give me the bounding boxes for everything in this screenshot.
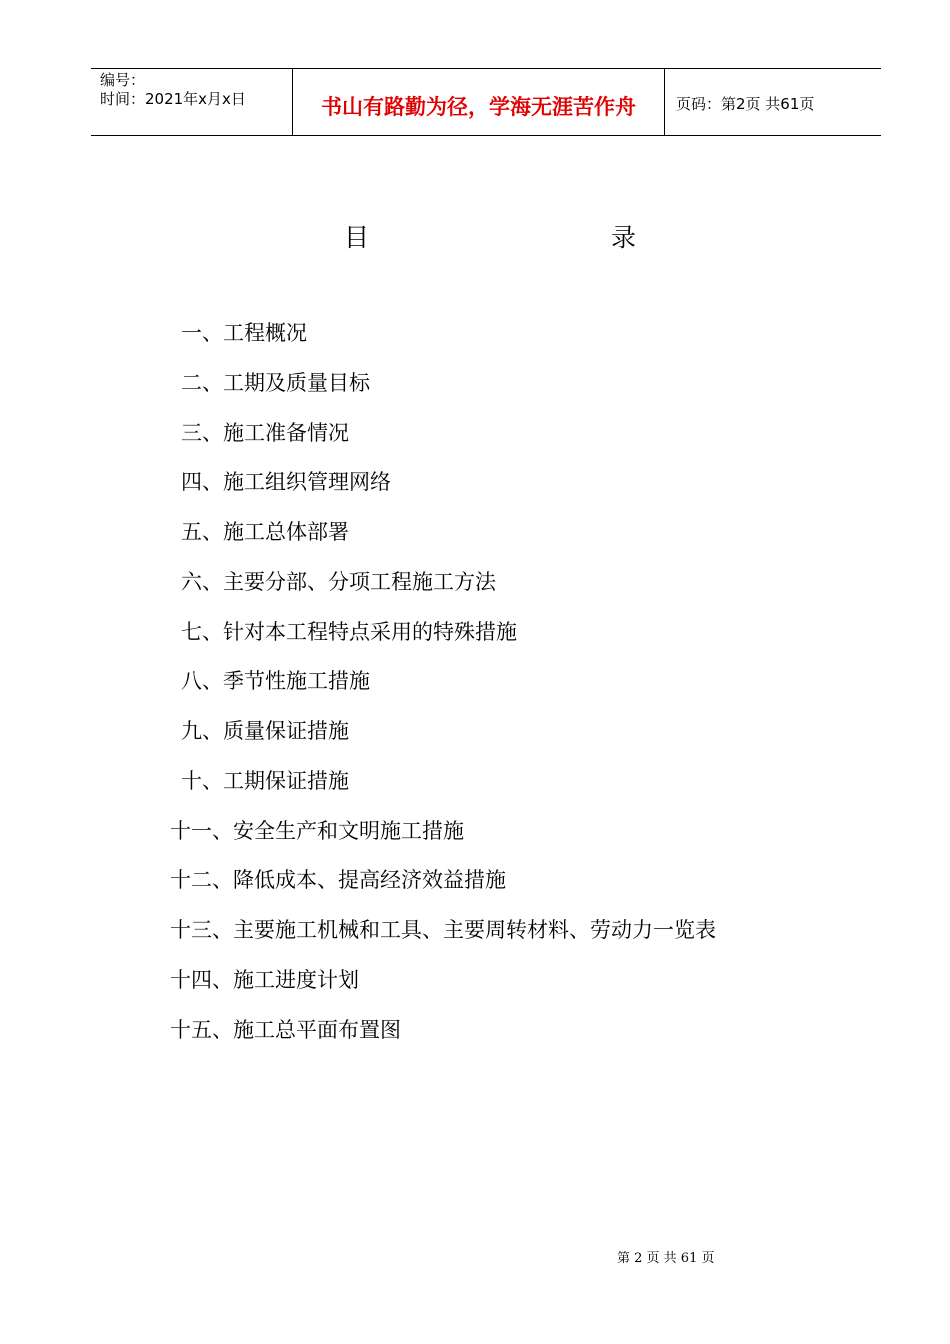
page-footer: 第 2 页 共 61 页 xyxy=(617,1251,715,1266)
document-number-label: 编号： xyxy=(100,71,146,89)
header-meta xyxy=(100,71,246,109)
toc-title-char-2: 录 xyxy=(611,223,637,252)
toc-item[interactable]: 十、工期保证措施 xyxy=(181,769,349,793)
toc-item[interactable]: 三、施工准备情况 xyxy=(181,421,349,445)
toc-item[interactable]: 十二、降低成本、提高经济效益措施 xyxy=(170,868,506,892)
header-motto: 书山有路勤为径，学海无涯苦作舟 xyxy=(321,95,636,119)
toc-item[interactable]: 二、工期及质量目标 xyxy=(181,371,370,395)
toc-title-char-1: 目 xyxy=(344,223,370,252)
header-page-info: 页码：第2页 共61页 xyxy=(676,95,815,113)
header-divider xyxy=(664,69,665,135)
toc-item[interactable]: 七、针对本工程特点采用的特殊措施 xyxy=(181,620,517,644)
toc-item[interactable]: 六、主要分部、分项工程施工方法 xyxy=(181,570,496,594)
toc-item[interactable]: 五、施工总体部署 xyxy=(181,520,349,544)
document-time: 时间：2021年x月x日 xyxy=(100,90,246,108)
toc-item[interactable]: 一、工程概况 xyxy=(181,321,307,345)
document-header xyxy=(91,68,881,136)
toc-item[interactable]: 十四、施工进度计划 xyxy=(170,968,359,992)
toc-item[interactable]: 四、施工组织管理网络 xyxy=(181,470,391,494)
toc-item[interactable]: 九、质量保证措施 xyxy=(181,719,349,743)
toc-item[interactable]: 十一、安全生产和文明施工措施 xyxy=(170,819,464,843)
toc-item[interactable]: 十三、主要施工机械和工具、主要周转材料、劳动力一览表 xyxy=(170,918,716,942)
toc-item[interactable]: 十五、施工总平面布置图 xyxy=(170,1018,401,1042)
toc-item[interactable]: 八、季节性施工措施 xyxy=(181,669,370,693)
